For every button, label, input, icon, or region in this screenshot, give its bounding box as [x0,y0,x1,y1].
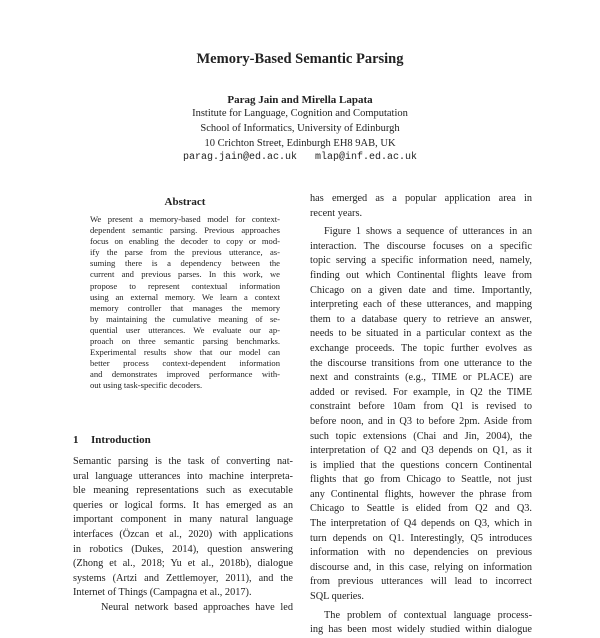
body-line: SQL queries. [310,591,364,603]
body-line: is implied that the questions concern Continental [310,459,532,471]
affiliation-block [0,107,600,166]
section-number: 1 [73,434,79,446]
body-line: constraint before 10am from Q1 is revised to [310,401,532,413]
body-line: needs to be situated in a particular context as the [310,328,532,340]
body-line: turn depends on Q1. Interestingly, Q5 introduces [310,532,532,544]
intro-line: Internet of Things (Campagna et al., 2017). [73,587,252,599]
abstract-line: focus on enabling the decoder to copy or mod- [90,236,280,247]
body-line: ing has been most widely studied within dialogue [310,624,532,636]
abstract-line: by maintaining the cumulative meaning of se- [90,313,280,324]
abstract-line: better process context-dependent information [90,358,280,369]
affiliation-school: School of Informatics, University of Edinburgh [200,122,400,134]
body-line: The problem of contextual language process- [324,609,532,621]
abstract-line: using an external memory. We learn a context [90,291,280,302]
body-line: such topic extensions (Chai and Jin, 2004), the [310,430,532,442]
body-line: interaction. The discourse focuses on a specific [310,240,532,252]
section-heading-introduction [73,433,293,447]
body-line: topic serving a specific information need, namely, [310,255,532,267]
paper-authors: Parag Jain and Mirella Lapata [227,94,373,106]
abstract-line: out using task-specific decoders. [90,380,203,391]
body-line: from previous utterances will lead to incorrect [310,576,532,588]
intro-line: in robotics (Dukes, 2014), question answering [73,543,293,555]
abstract-line: and demonstrates improved performance with- [90,369,280,380]
body-line: interpreting each of these utterances, and mapping [310,299,532,311]
affiliation-institute: Institute for Language, Cognition and Computation [192,108,408,119]
intro-line: (Zhong et al., 2018; Yu et al., 2018b), dialogue [73,558,293,570]
body-line: exchange proceeds. The topic further evolves as [310,342,532,354]
body-line: recent years. [310,207,363,219]
section-title: Introduction [91,434,151,446]
abstract-line: dependent semantic parsing. Previous approaches [90,225,280,236]
body-line: Figure 1 shows a sequence of utterances in an [324,226,532,238]
abstract-line: current and previous parses. In this work, we [90,269,280,280]
abstract-line: suming there is a dependency between the [90,258,280,269]
body-line: has emerged as a popular application area in [310,193,532,204]
body-line: them to a database query to retrieve an answer, [310,313,532,325]
author-emails: parag.jain@ed.ac.uk mlap@inf.ed.ac.uk [182,152,418,164]
body-line: next and constraints (e.g., TIME or PLACE) are [310,372,532,384]
intro-line: Neural network based approaches have led [101,601,293,613]
abstract-line: We present a memory-based model for context- [90,214,280,224]
body-line: before noon, and in Q3 to before 2pm. Aside from [310,415,532,427]
body-line: interpretation of Q2 and Q3 depends on Q1, as it [310,445,532,457]
intro-line: interfaces (Özcan et al., 2020) with applications [73,528,293,540]
abstract-line: memory controller that manages the memory [90,302,280,313]
body-line: flights that go from Chicago to Seattle, not just [310,474,532,486]
abstract-line: Experimental results show that our model can [90,347,280,358]
intro-line: queries or logical forms. It has emerged as an [73,499,293,511]
body-line: any Continental flights, however the phrase from [310,488,532,500]
body-line: added or revised. For example, in Q2 the TIME [310,386,532,398]
intro-line: ble meaning representations such as executable [73,485,293,497]
body-line: Chicago to Seattle is elided from Q2 and Q3. [310,503,532,515]
right-column-body [310,192,532,638]
abstract-body [90,214,280,392]
abstract-line: propose to represent contextual information [90,280,280,291]
body-line: the discourse transitions from one utterance to the [310,357,532,369]
intro-line: ural language utterances into machine interpreta- [73,470,293,482]
intro-line: Semantic parsing is the task of converting nat- [73,456,293,467]
body-line: discourse and, in this case, relying on information [310,561,532,573]
abstract-line: quential user utterances. We evaluate our ap- [90,324,280,335]
body-line: Chicago on a given date and time. Importantly, [310,284,532,296]
body-line: information with no dependencies on previous [310,547,532,559]
body-line: The interpretation of Q4 depends on Q3, which in [310,518,532,530]
body-line: finding out which Continental flights leave from [310,269,532,281]
abstract-line: proach on three semantic parsing benchmarks. [90,336,280,347]
abstract-heading: Abstract [164,196,206,208]
abstract-line: ify the parse from the previous utterance, as- [90,247,280,258]
intro-line: systems (Artzi and Zettlemoyer, 2011), and the [73,572,293,584]
affiliation-address: 10 Crichton Street, Edinburgh EH8 9AB, UK [204,137,396,149]
intro-line: important component in many natural language [73,514,293,526]
paper-title: Memory-Based Semantic Parsing [196,51,404,67]
introduction-body [73,455,293,616]
